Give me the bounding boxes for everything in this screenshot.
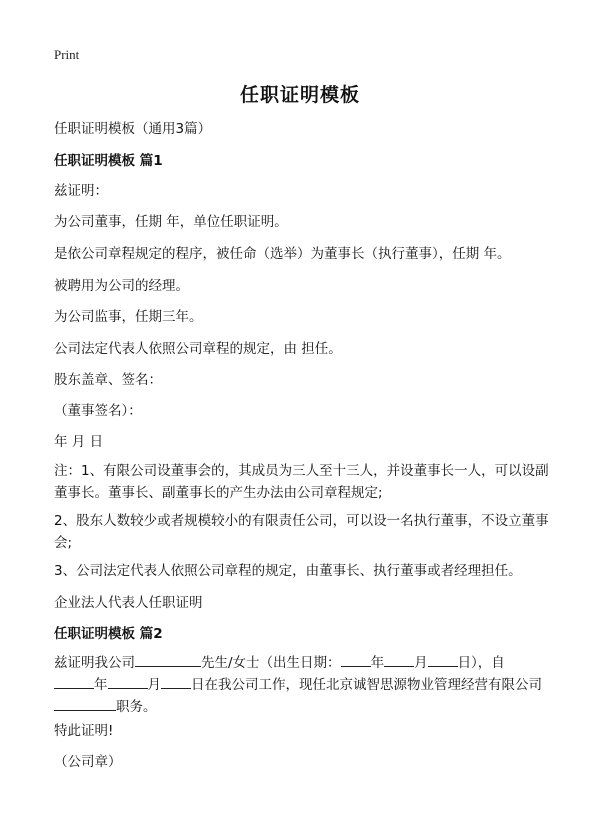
document-title: 任职证明模板: [239, 84, 360, 106]
position-blank: [54, 696, 116, 711]
certification-paragraph: [54, 652, 554, 718]
section1-line: 企业法人代表人任职证明: [54, 595, 203, 611]
birth-month-blank: [384, 652, 414, 667]
birth-day-blank: [428, 652, 458, 667]
birth-year-blank: [341, 652, 371, 667]
cert-text: 日在我公司工作，现任北京诚智思源物业管理经营有限公司: [191, 677, 542, 693]
cert-text: 年: [94, 677, 108, 693]
section1-line: （董事签名）：: [54, 403, 142, 419]
section1-line: 被聘用为公司的经理。: [54, 278, 189, 294]
section1-line: 为公司董事，任期 年，单位任职证明。: [54, 214, 288, 230]
start-month-blank: [108, 674, 148, 689]
name-blank: [135, 652, 201, 667]
start-year-blank: [54, 674, 94, 689]
print-label[interactable]: Print: [54, 47, 80, 62]
start-day-blank: [161, 674, 191, 689]
section2-heading: 任职证明模板 篇2: [54, 626, 163, 642]
closing-line: 特此证明!: [54, 723, 114, 739]
section1-line: 是依公司章程规定的程序，被任命（选举）为董事长（执行董事），任期 年。: [54, 246, 511, 262]
note-2: 2、股东人数较少或者规模较小的有限责任公司，可以设一名执行董事，不设立董事会;: [54, 513, 549, 551]
section1-heading: 任职证明模板 篇1: [54, 153, 163, 169]
cert-text: 月: [147, 677, 161, 693]
cert-text: 日），自: [457, 655, 505, 671]
section1-line: 年 月 日: [54, 434, 104, 450]
section1-line: 为公司监事，任期三年。: [54, 309, 203, 325]
intro-line: 任职证明模板（通用3篇）: [54, 121, 212, 137]
cert-text: 月: [414, 655, 428, 671]
cert-text: 先生/女士（出生日期：: [201, 655, 341, 671]
section1-line: 股东盖章、签名：: [54, 372, 162, 388]
cert-text: 兹证明我公司: [54, 655, 135, 671]
section1-line: 兹证明：: [54, 183, 108, 199]
cert-text: 职务。: [116, 699, 157, 715]
seal-line: （公司章）: [54, 754, 122, 770]
section1-line: 公司法定代表人依照公司章程的规定，由 担任。: [54, 341, 342, 357]
note-1: 注：1、有限公司设董事会的，其成员为三人至十三人，并设董事长一人，可以设副董事长。董事长、副董事长的产生办法由公司章程规定;: [54, 463, 549, 501]
cert-text: 年: [370, 655, 385, 671]
note-3: 3、公司法定代表人依照公司章程的规定，由董事长、执行董事或者经理担任。: [54, 563, 522, 579]
